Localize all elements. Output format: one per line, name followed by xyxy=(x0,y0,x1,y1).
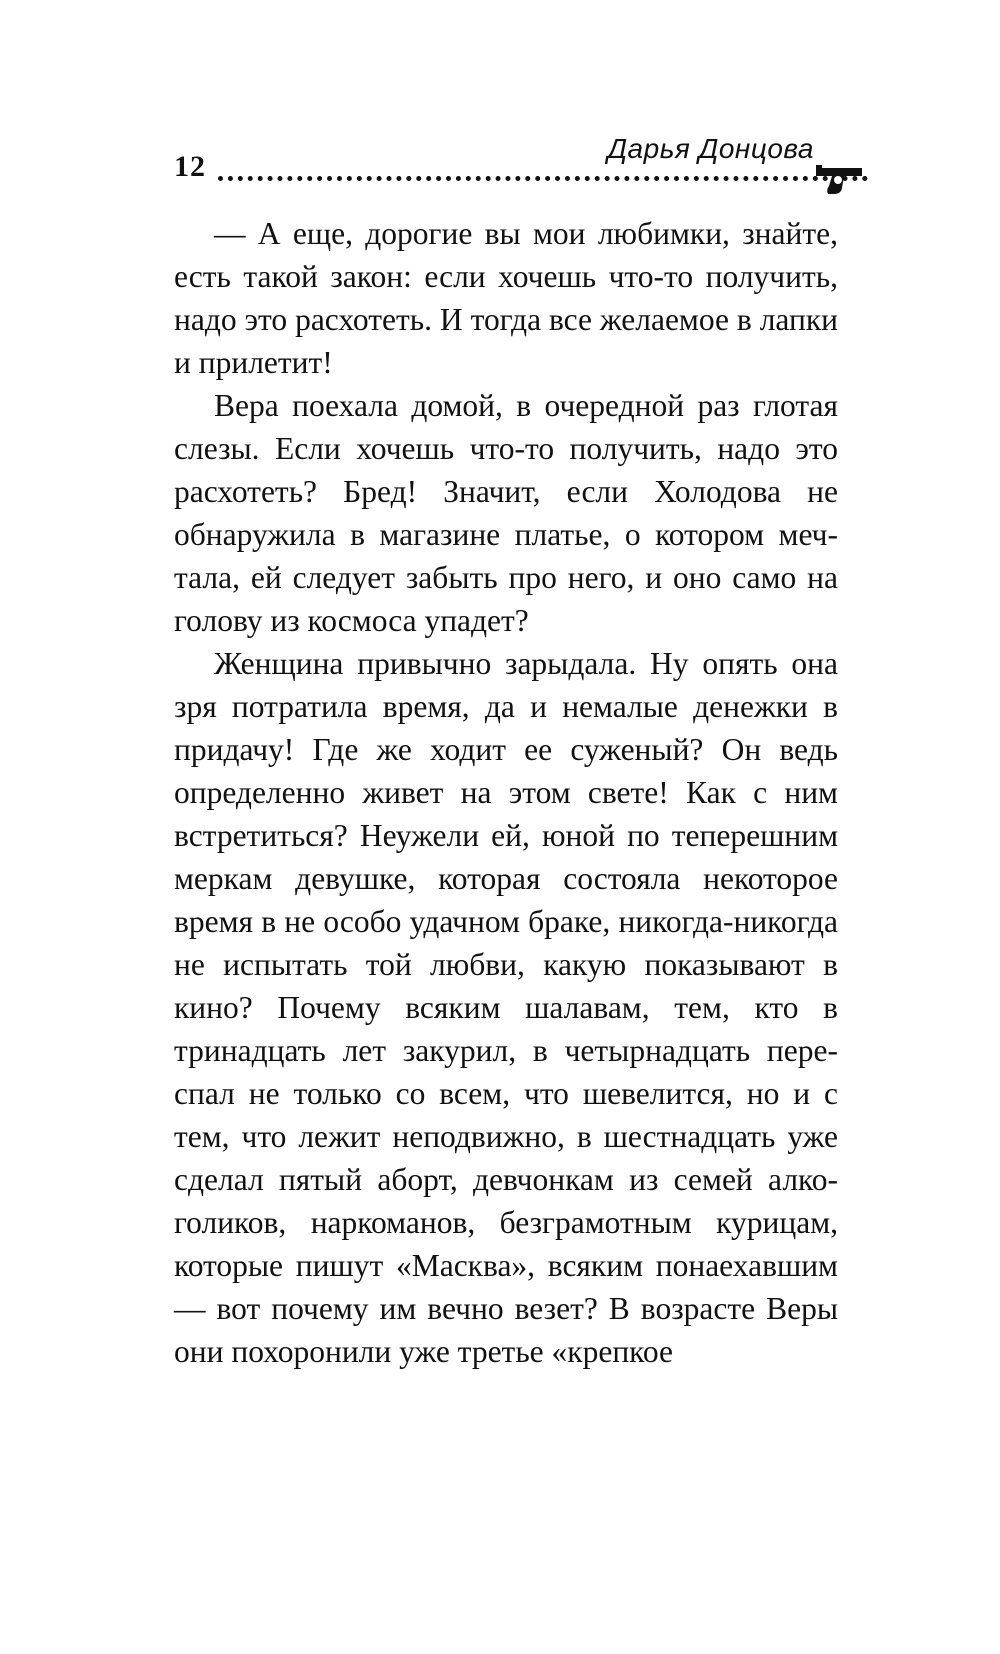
paragraph-1: — А еще, дорогие вы мои любимки, знайте, есть такой закон: если хочешь что-то получить, надо это расхотеть. И тогда все желаемое в лапки и прилетит! xyxy=(174,216,838,380)
running-head-author: Дарья Донцова xyxy=(607,133,814,164)
page-number: 12 xyxy=(174,150,206,183)
revolver-icon xyxy=(814,162,864,196)
paragraph-3: Женщина привычно зарыдала. Ну опять она зря потратила время, да и немалые денежки в придачу! Где же ходит ее суженый? Он ведь определенно живет на этом свете! Как с ним встретиться? Неужели ей, юной по теперешним меркам девушке, которая состояла некоторое время в не особо удачном браке, никогда-никогда не испытать той любви, какую показывают в кино? Почему всяким шалавам, тем, кто в тринадцать лет закурил, в четырнадцать переспал не только со всем, что шевелится, но и с тем, что лежит неподвижно, в шестнадцать уже сделал пятый аборт, девчонкам из семей алкоголиков, наркоманов, безграмотным курицам, которые пишут «Масква», всяким понаехавшим — вот почему им вечно везет? В возрасте Веры они похоронили уже третье «крепкое xyxy=(174,646,838,1369)
text-body xyxy=(174,212,838,1373)
running-header xyxy=(174,132,874,202)
paragraph-2: Вера поехала домой, в очередной раз глотая слезы. Если хочешь что-то получить, надо это расхотеть? Бред! Значит, если Холодова не обнаружила в магазине платье, о котором мечтала, ей следует забыть про него, и оно само на голову из космоса упадет? xyxy=(174,388,838,638)
dot-leader xyxy=(218,176,868,181)
